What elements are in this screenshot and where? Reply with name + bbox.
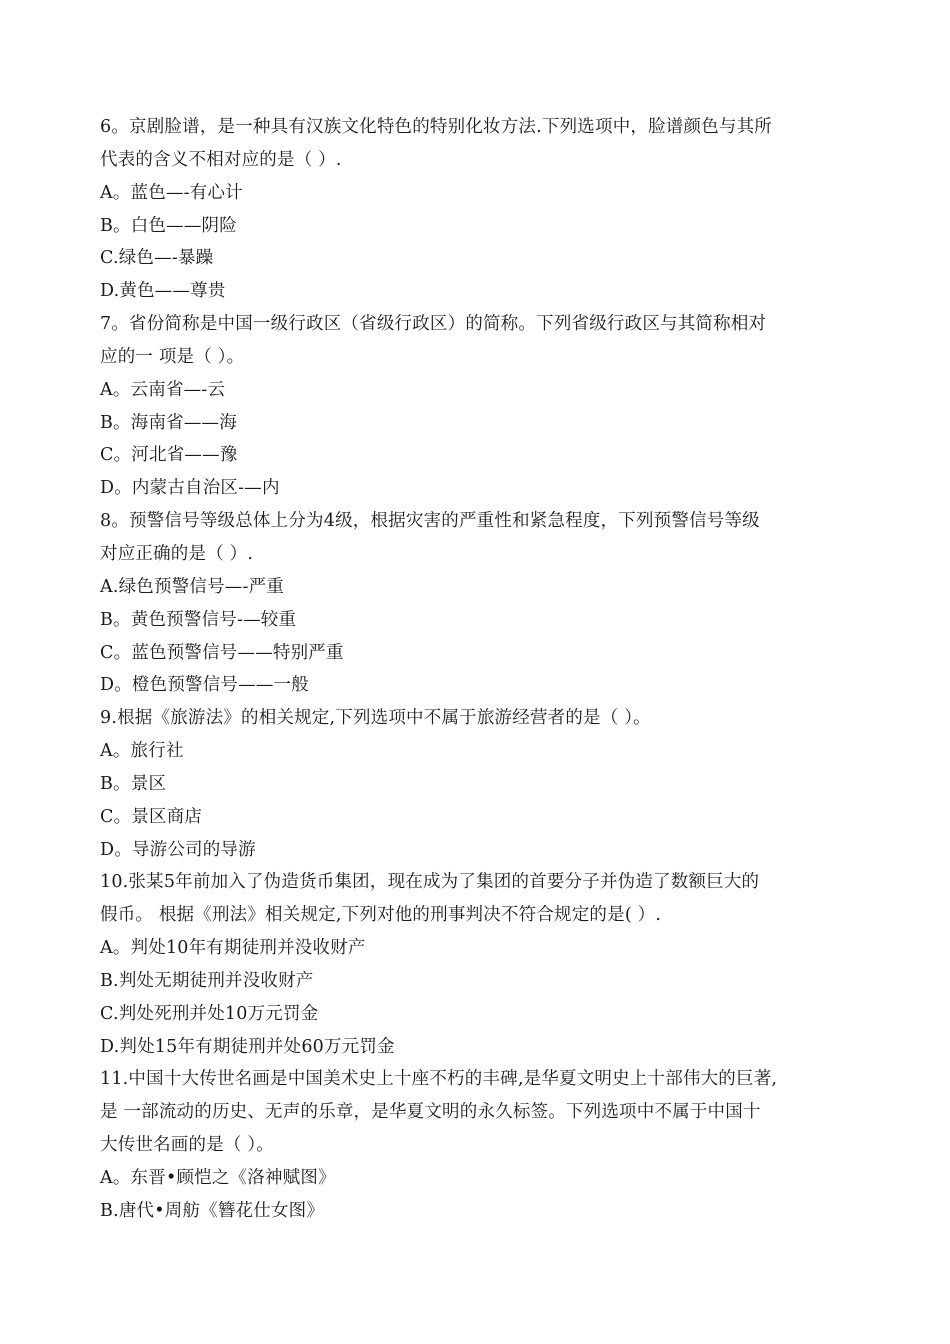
question-block bbox=[100, 308, 840, 505]
question-block bbox=[100, 505, 840, 702]
answer-option: B。海南省——海 bbox=[100, 412, 237, 433]
answer-option: B。白色——阴险 bbox=[100, 215, 237, 236]
answer-option: B.唐代•周舫《簪花仕女图》 bbox=[100, 1200, 325, 1221]
answer-option: D。内蒙古自治区-—内 bbox=[100, 478, 280, 499]
answer-option: C。蓝色预警信号——特别严重 bbox=[100, 642, 344, 663]
question-stem-line: 9.根据《旅游法》的相关规定,下列选项中不属于旅游经营者的是（ ）。 bbox=[100, 708, 651, 729]
question-stem-line: 假币。 根据《刑法》相关规定,下列对他的刑事判决不符合规定的是( ）. bbox=[100, 905, 662, 926]
question-stem-line: 对应正确的是（ ）. bbox=[100, 543, 254, 564]
question-block bbox=[100, 866, 840, 1063]
answer-option: D。导游公司的导游 bbox=[100, 839, 256, 860]
answer-option: B。黄色预警信号-—较重 bbox=[100, 609, 297, 630]
answer-option: C.绿色—-暴躁 bbox=[100, 248, 214, 269]
question-list bbox=[100, 111, 840, 1228]
answer-option: A。蓝色—-有心计 bbox=[100, 182, 243, 203]
question-block bbox=[100, 1063, 840, 1227]
answer-option: A.绿色预警信号—-严重 bbox=[100, 576, 285, 597]
answer-option: A。云南省—-云 bbox=[100, 379, 226, 400]
question-stem-line: 10.张某5年前加入了伪造货币集团，现在成为了集团的首要分子并伪造了数额巨大的 bbox=[100, 872, 760, 893]
question-stem-line: 代表的含义不相对应的是（ ）. bbox=[100, 149, 342, 170]
answer-option: C。景区商店 bbox=[100, 806, 203, 827]
question-block bbox=[100, 111, 840, 308]
answer-option: B.判处无期徒刑并没收财产 bbox=[100, 970, 314, 991]
question-block bbox=[100, 702, 840, 866]
answer-option: D.黄色——尊贵 bbox=[100, 281, 226, 302]
answer-option: A。旅行社 bbox=[100, 741, 184, 762]
question-stem-line: 大传世名画的是（ ）。 bbox=[100, 1135, 275, 1156]
question-stem-line: 6。京剧脸谱，是一种具有汉族文化特色的特别化妆方法.下列选项中，脸谱颜色与其所 bbox=[100, 117, 772, 137]
question-stem-line: 7。省份简称是中国一级行政区（省级行政区）的简称。下列省级行政区与其简称相对 bbox=[100, 314, 767, 335]
answer-option: B。景区 bbox=[100, 773, 167, 794]
answer-option: D.判处15年有期徒刑并处60万元罚金 bbox=[100, 1036, 395, 1057]
question-stem-line: 应的一 项是（ ）。 bbox=[100, 346, 245, 367]
answer-option: C.判处死刑并处10万元罚金 bbox=[100, 1003, 319, 1024]
answer-option: A。判处10年有期徒刑并没收财产 bbox=[100, 938, 366, 959]
answer-option: D。橙色预警信号——一般 bbox=[100, 675, 309, 696]
question-stem-line: 11.中国十大传世名画是中国美术史上十座不朽的丰碑,是华夏文明史上十部伟大的巨著, bbox=[100, 1069, 778, 1090]
question-stem-line: 是 一部流动的历史、无声的乐章，是华夏文明的永久标签。下列选项中不属于中国十 bbox=[100, 1102, 761, 1123]
answer-option: C。河北省——豫 bbox=[100, 445, 238, 466]
answer-option: A。东晋•顾恺之《洛神赋图》 bbox=[100, 1168, 336, 1188]
question-stem-line: 8。预警信号等级总体上分为4级，根据灾害的严重性和紧急程度，下列预警信号等级 bbox=[100, 511, 760, 532]
